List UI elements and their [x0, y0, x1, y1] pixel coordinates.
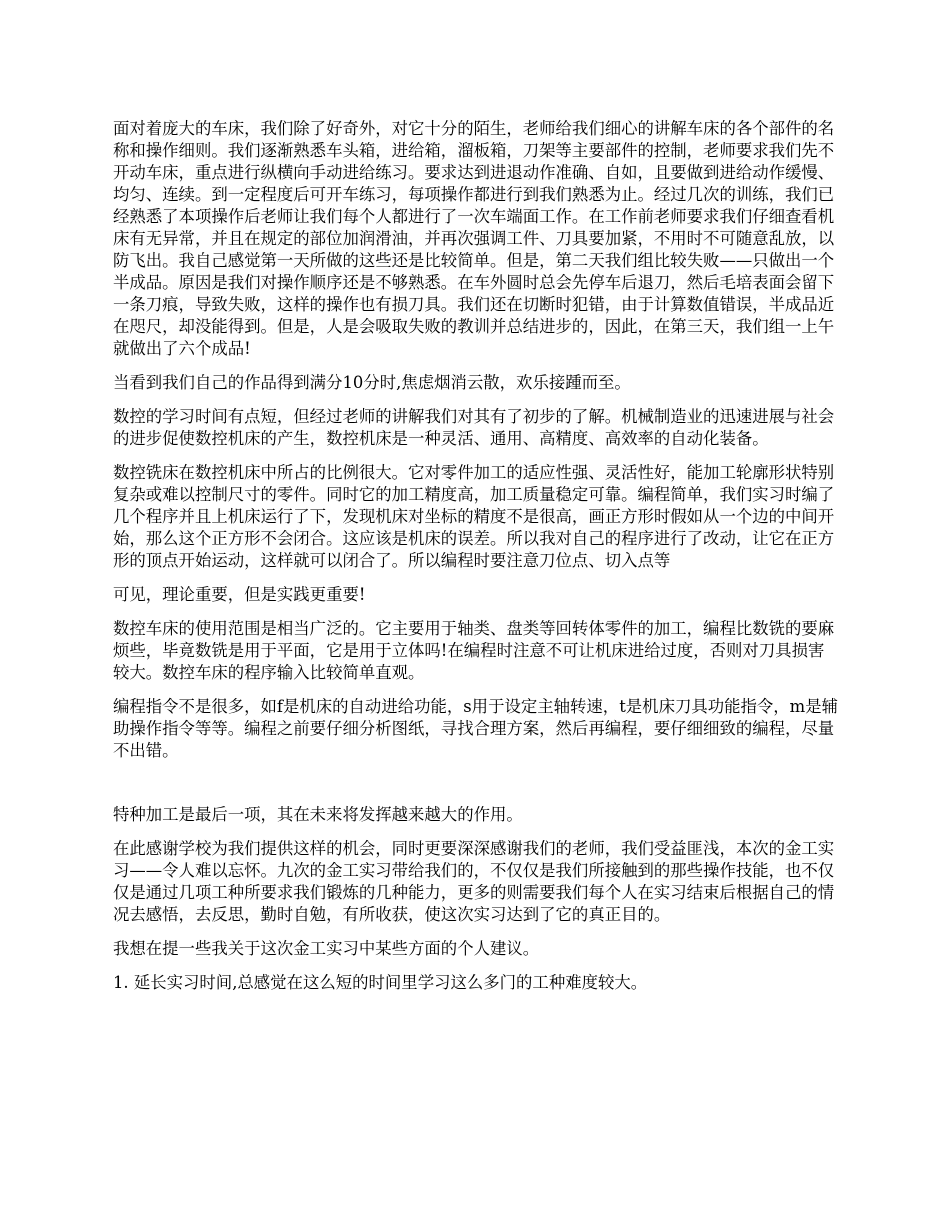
- paragraph-practice-matters: 可见，理论重要，但是实践更重要!: [113, 585, 366, 604]
- paragraph-suggestion-1: 1. 延长实习时间,总感觉在这么短的时间里学习这么多门的工种难度较大。: [113, 973, 648, 992]
- paragraph-full-score: 当看到我们自己的作品得到满分10分时,焦虑烟消云散，欢乐接踵而至。: [113, 373, 631, 392]
- paragraph-cnc-milling: 数控铣床在数控机床中所占的比例很大。它对零件加工的适应性强、灵活性好，能加工轮廓形状特别复杂或难以控制尺寸的零件。同时它的加工精度高，加工质量稳定可靠。编程简单，我们实习时编了几个程序并且上机床运行了下，发现机床对坐标的精度不是很高，画正方形时假如从一个边的中间开始，那么这个正方形不会闭合。这应该是机床的误差。所以我对自己的程序进行了改动，让它在正方形的顶点开始运动，这样就可以闭合了。所以编程时要注意刀位点、切入点等: [113, 463, 835, 570]
- paragraph-cnc-intro: 数控的学习时间有点短，但经过老师的讲解我们对其有了初步的了解。机械制造业的迅速进展与社会的进步促使数控机床的产生，数控机床是一种灵活、通用、高精度、高效率的自动化装备。: [113, 407, 835, 448]
- paragraph-thanks: 在此感谢学校为我们提供这样的机会，同时更要深深感谢我们的老师，我们受益匪浅，本次的金工实习——令人难以忘怀。九次的金工实习带给我们的，不仅仅是我们所接触到的那些操作技能，也不仅仅是通过几项工种所要求我们锻炼的几种能力，更多的则需要我们每个人在实习结束后根据自己的情况去感悟，去反思，勤时自勉，有所收获，使这次实习达到了它的真正目的。: [113, 839, 835, 924]
- paragraph-programming-commands: 编程指令不是很多，如f是机床的自动进给功能，s用于设定主轴转速，t是机床刀具功能指令，m是辅助操作指令等等。编程之前要仔细分析图纸，寻找合理方案，然后再编程，要仔细细致的编程，尽量不出错。: [113, 697, 839, 760]
- paragraph-lathe-practice: 面对着庞大的车床，我们除了好奇外，对它十分的陌生，老师给我们细心的讲解车床的各个部件的名称和操作细则。我们逐渐熟悉车头箱，进给箱，溜板箱，刀架等主要部件的控制，老师要求我们先不开动车床，重点进行纵横向手动进给练习。要求达到进退动作准确、自如，且要做到进给动作缓慢、均匀、连续。到一定程度后可开车练习，每项操作都进行到我们熟悉为止。经过几次的训练，我们已经熟悉了本项操作后老师让我们每个人都进行了一次车端面工作。在工作前老师要求我们仔细查看机床有无异常，并且在规定的部位加润滑油，并再次强调工件、刀具要加紧，不用时不可随意乱放，以防飞出。我自己感觉第一天所做的这些还是比较简单。但是，第二天我们组比较失败——只做出一个半成品。原因是我们对操作顺序还是不够熟悉。在车外圆时总会先停车后退刀，然后毛培表面会留下一条刀痕，导致失败，这样的操作也有损刀具。我们还在切断时犯错，由于计算数值错误，半成品近在咫尺，却没能得到。但是，人是会吸取失败的教训并总结进步的，因此，在第三天，我们组一上午就做出了六个成品!: [113, 119, 835, 358]
- paragraph-special-machining: 特种加工是最后一项，其在未来将发挥越来越大的作用。: [113, 805, 523, 824]
- paragraph-cnc-lathe: 数控车床的使用范围是相当广泛的。它主要用于轴类、盘类等回转体零件的加工，编程比数铣的要麻烦些，毕竟数铣是用于平面，它是用于立体吗!在编程时注意不可让机床进给过度，否则对刀具损害较大。数控车床的程序输入比较简单直观。: [113, 619, 835, 682]
- document-page: [113, 118, 839, 1006]
- paragraph-suggestions-intro: 我想在提一些我关于这次金工实习中某些方面的个人建议。: [113, 939, 540, 958]
- paragraph-spacer: [113, 774, 839, 804]
